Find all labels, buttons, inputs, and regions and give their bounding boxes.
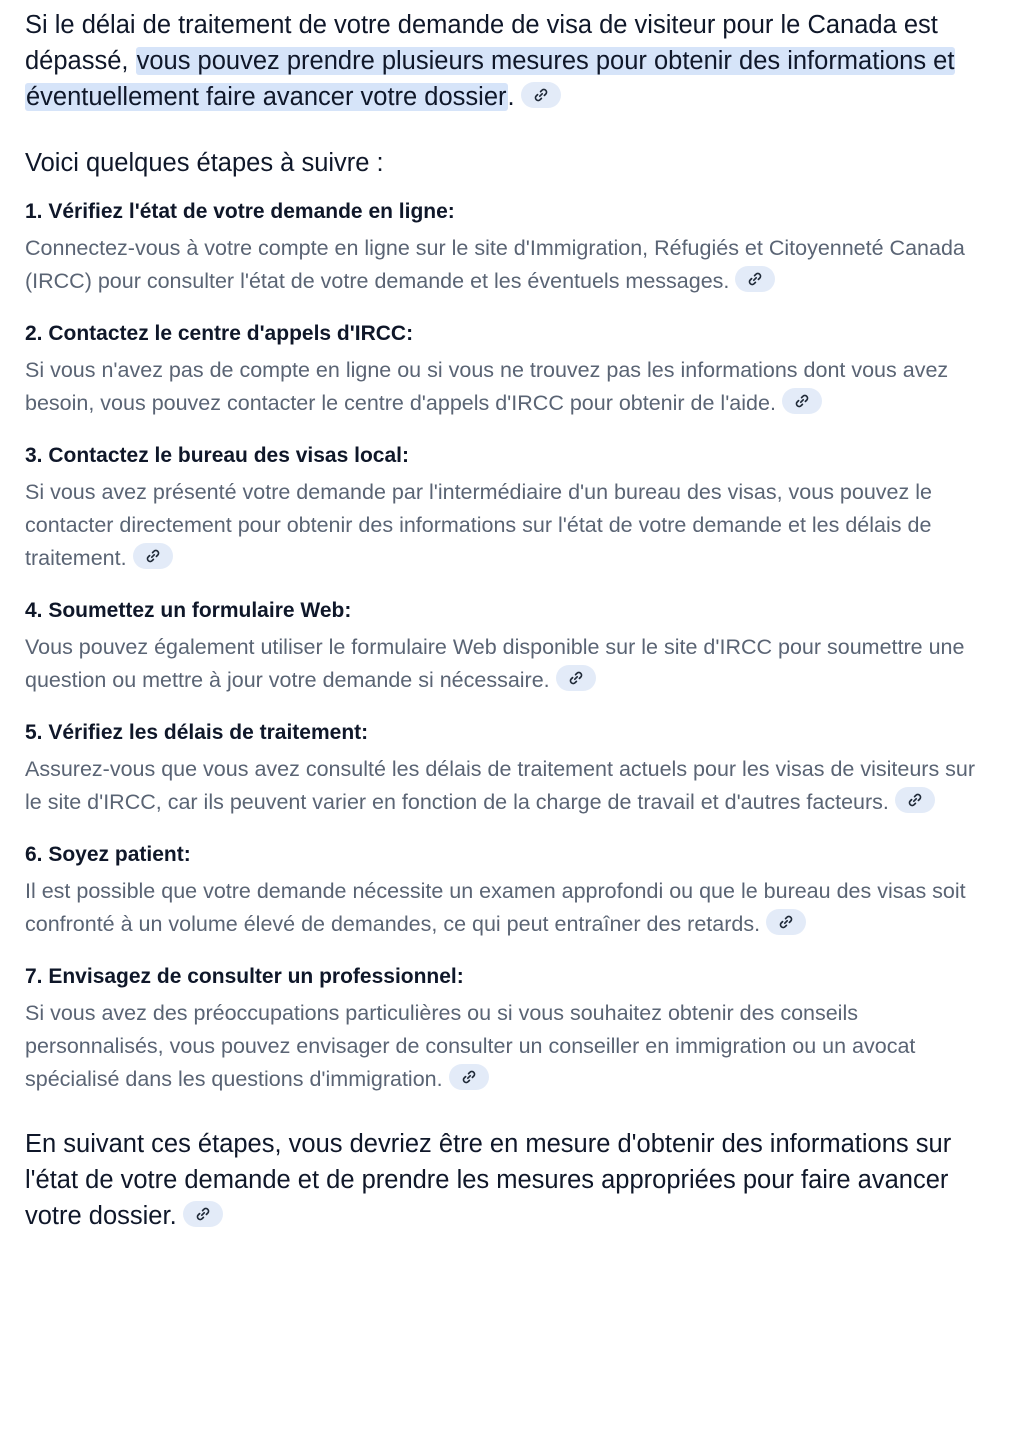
step-body	[25, 232, 985, 298]
highlighted-text[interactable]: vous pouvez prendre plusieurs mesures pour obtenir des informations et éventuellement faire avancer votre dossier	[26, 47, 955, 111]
step-title: 5. Vérifiez les délais de traitement:	[25, 721, 369, 744]
step-item	[25, 441, 985, 575]
link-icon	[145, 548, 161, 564]
step-item	[25, 197, 985, 298]
step-title: 2. Contactez le centre d'appels d'IRCC:	[25, 322, 414, 345]
intro-paragraph	[25, 7, 985, 115]
citation-link-button[interactable]	[521, 82, 561, 108]
outro-text: En suivant ces étapes, vous devriez être en mesure d'obtenir des informations sur l'état de votre demande et de prendre les mesures appropriées pour faire avancer votre dossier.	[25, 1130, 952, 1230]
step-body	[25, 631, 985, 697]
citation-link-button[interactable]	[449, 1064, 489, 1090]
step-item	[25, 718, 985, 819]
step-body-text: Vous pouvez également utiliser le formulaire Web disponible sur le site d'IRCC pour soumettre une question ou mettre à jour votre demande si nécessaire.	[25, 635, 965, 692]
step-body-text: Il est possible que votre demande nécessite un examen approfondi ou que le bureau des visas soit confronté à un volume élevé de demandes, ce qui peut entraîner des retards.	[25, 879, 966, 936]
citation-link-button[interactable]	[895, 787, 935, 813]
link-icon	[568, 670, 584, 686]
step-item	[25, 840, 985, 941]
steps-list	[25, 197, 985, 1096]
link-icon	[533, 87, 549, 103]
citation-link-button[interactable]	[133, 543, 173, 569]
step-body-text: Assurez-vous que vous avez consulté les délais de traitement actuels pour les visas de visiteurs sur le site d'IRCC, car ils peuvent varier en fonction de la charge de travail et d'autres facteurs.	[25, 757, 976, 814]
step-title: 4. Soumettez un formulaire Web:	[25, 599, 352, 622]
step-title: 7. Envisagez de consulter un professionnel:	[25, 965, 464, 988]
intro-text: Si le délai de traitement de votre demande de visa de visiteur pour le Canada est dépassé,	[25, 11, 938, 75]
outro-paragraph	[25, 1126, 985, 1234]
step-title: 3. Contactez le bureau des visas local:	[25, 444, 409, 467]
step-body	[25, 476, 985, 575]
step-body	[25, 354, 985, 420]
link-icon	[747, 271, 763, 287]
citation-link-button[interactable]	[556, 665, 596, 691]
link-icon	[778, 914, 794, 930]
step-body	[25, 753, 985, 819]
steps-intro: Voici quelques étapes à suivre :	[25, 149, 384, 177]
answer-content	[25, 7, 985, 1234]
step-body-text: Connectez-vous à votre compte en ligne sur le site d'Immigration, Réfugiés et Citoyenneté Canada (IRCC) pour consulter l'état de votre demande et les éventuels messages.	[25, 236, 965, 293]
step-body-text: Si vous avez des préoccupations particulières ou si vous souhaitez obtenir des conseils personnalisés, vous pouvez envisager de consulter un conseiller en immigration ou un avocat spécialisé dans les questions d'immigration.	[25, 1001, 916, 1091]
citation-link-button[interactable]	[782, 388, 822, 414]
step-body-text: Si vous n'avez pas de compte en ligne ou si vous ne trouvez pas les informations dont vous avez besoin, vous pouvez contacter le centre d'appels d'IRCC pour obtenir de l'aide.	[25, 358, 949, 415]
step-body-text: Si vous avez présenté votre demande par l'intermédiaire d'un bureau des visas, vous pouvez le contacter directement pour obtenir des informations sur l'état de votre demande et les délais de traitement.	[25, 480, 932, 570]
step-body	[25, 875, 985, 941]
link-icon	[907, 792, 923, 808]
link-icon	[195, 1206, 211, 1222]
step-title: 1. Vérifiez l'état de votre demande en ligne:	[25, 200, 455, 223]
step-item	[25, 596, 985, 697]
link-icon	[794, 393, 810, 409]
step-title: 6. Soyez patient:	[25, 843, 191, 866]
intro-text-end: .	[507, 83, 515, 111]
citation-link-button[interactable]	[766, 909, 806, 935]
step-item	[25, 962, 985, 1096]
link-icon	[461, 1069, 477, 1085]
citation-link-button[interactable]	[735, 266, 775, 292]
step-item	[25, 319, 985, 420]
step-body	[25, 997, 985, 1096]
citation-link-button[interactable]	[183, 1201, 223, 1227]
